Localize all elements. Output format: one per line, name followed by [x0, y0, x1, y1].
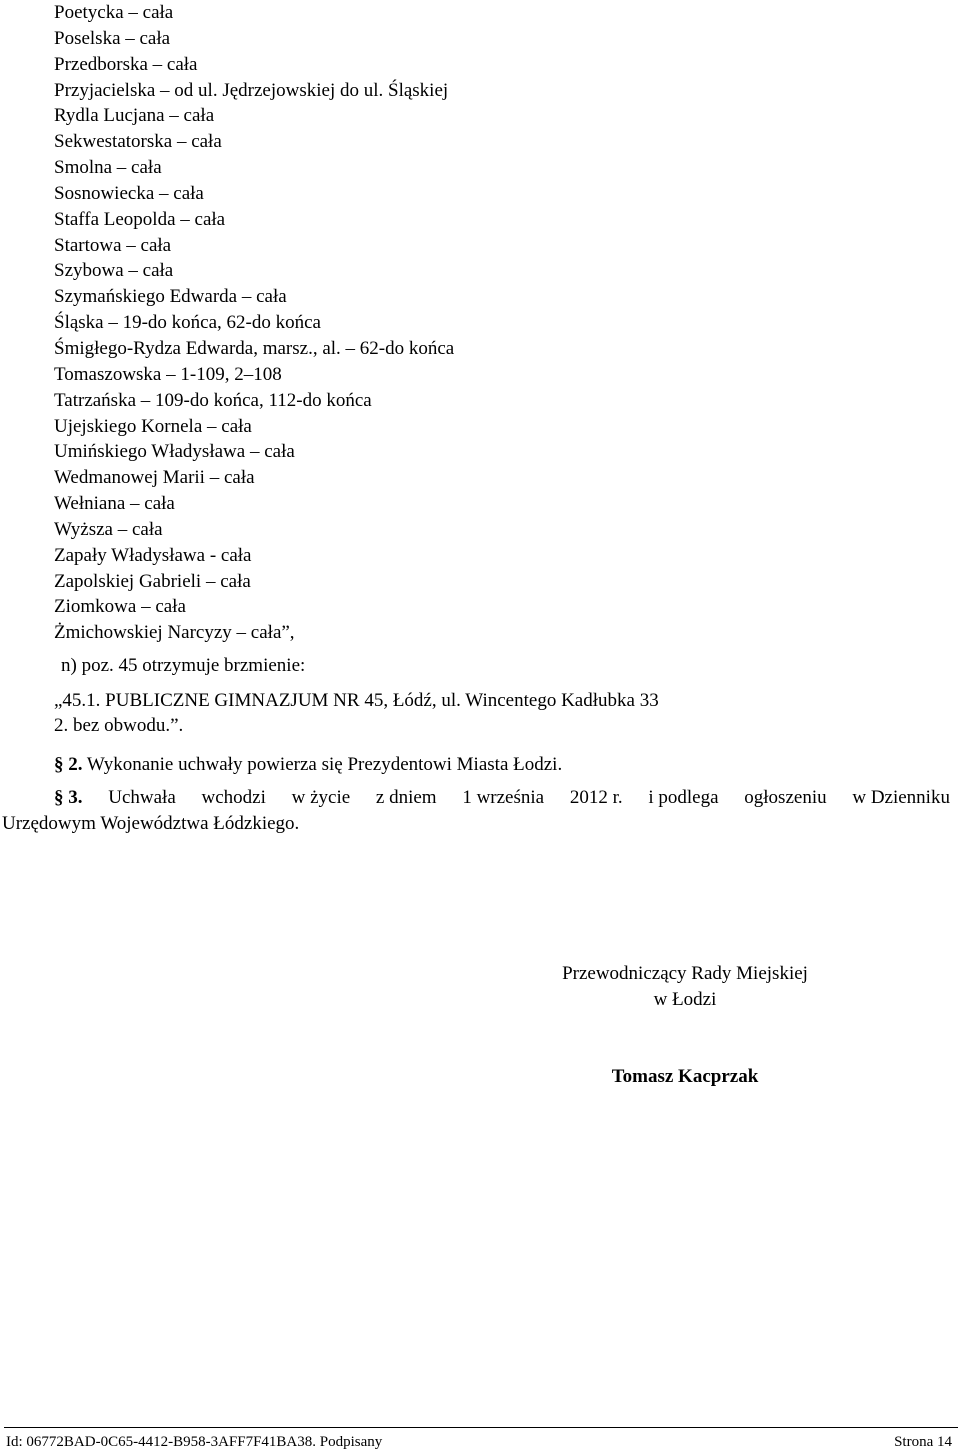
street-entry: Smolna – cała — [54, 157, 162, 179]
paragraph-3-word: 1 września — [462, 787, 545, 808]
street-entry: Staffa Leopolda – cała — [54, 208, 226, 230]
street-entry: Przyjacielska – od ul. Jędrzejowskiej do ul. Śląskiej — [54, 79, 449, 101]
paragraph-3-word: i podlega — [648, 787, 719, 808]
district-entry: 2. bez obwodu.”. — [54, 715, 184, 736]
footer-page-number: Strona 14 — [894, 1434, 952, 1450]
paragraph-3-continuation: Urzędowym Województwa Łódzkiego. — [2, 813, 300, 834]
paragraph-3-word: w życie — [291, 787, 351, 808]
paragraph-3-word: w Dzienniku — [852, 787, 950, 808]
street-entry: Zapały Władysława - cała — [54, 544, 252, 566]
paragraph-2-number: § 2. — [54, 754, 83, 775]
street-entry: Ziomkowa – cała — [54, 596, 186, 618]
street-entry: Przedborska – cała — [54, 53, 198, 75]
street-entry: Sosnowiecka – cała — [54, 182, 204, 204]
paragraph-2 — [54, 754, 562, 776]
school-entry: „45.1. PUBLICZNE GIMNAZJUM NR 45, Łódź, ul. Wincentego Kadłubka 33 — [54, 690, 659, 711]
paragraph-2-text: Wykonanie uchwały powierza się Prezydentowi Miasta Łodzi. — [82, 754, 563, 775]
amendment-item-n: n) poz. 45 otrzymuje brzmienie: — [61, 655, 306, 676]
street-entry: Poselska – cała — [54, 27, 171, 49]
paragraph-3-word: Uchwała — [108, 787, 176, 808]
street-entry: Ujejskiego Kornela – cała — [54, 415, 252, 437]
street-entry: Wełniana – cała — [54, 493, 175, 515]
street-entry: Wyższa – cała — [54, 518, 163, 540]
street-entry: Zapolskiej Gabrieli – cała — [54, 570, 251, 592]
street-list — [54, 0, 454, 646]
street-entry: Tomaszowska – 1-109, 2–108 — [54, 363, 282, 385]
street-entry: Żmichowskiej Narcyzy – cała”, — [54, 622, 295, 644]
signature-name: Tomasz Kacprzak — [611, 1066, 759, 1087]
paragraph-3-word: z dniem — [375, 787, 437, 808]
street-entry: Umińskiego Władysława – cała — [54, 441, 295, 463]
signature-role: Przewodniczący Rady Miejskiej — [562, 963, 808, 984]
street-entry: Tatrzańska – 109-do końca, 112-do końca — [54, 389, 372, 411]
footer-document-id: Id: 06772BAD-0C65-4412-B958-3AFF7F41BA38. Podpisany — [6, 1434, 383, 1450]
paragraph-3 — [54, 787, 950, 809]
street-entry: Szybowa – cała — [54, 260, 174, 282]
paragraph-3-word: wchodzi — [201, 787, 266, 808]
signature-city: w Łodzi — [653, 989, 717, 1010]
street-entry: Poetycka – cała — [54, 2, 174, 23]
street-entry: Szymańskiego Edwarda – cała — [54, 286, 287, 308]
street-entry: Wedmanowej Marii – cała — [54, 467, 255, 489]
paragraph-3-word: 2012 r. — [569, 787, 623, 808]
street-entry: Startowa – cała — [54, 234, 172, 256]
street-entry: Sekwestatorska – cała — [54, 131, 222, 153]
paragraph-3-number: § 3. — [54, 787, 83, 808]
street-entry: Rydla Lucjana – cała — [54, 105, 215, 127]
street-entry: Śląska – 19-do końca, 62-do końca — [54, 312, 321, 334]
street-entry: Śmigłego-Rydza Edwarda, marsz., al. – 62-do końca — [54, 337, 455, 359]
footer-divider — [4, 1427, 958, 1428]
paragraph-3-word: ogłoszeniu — [744, 787, 827, 808]
